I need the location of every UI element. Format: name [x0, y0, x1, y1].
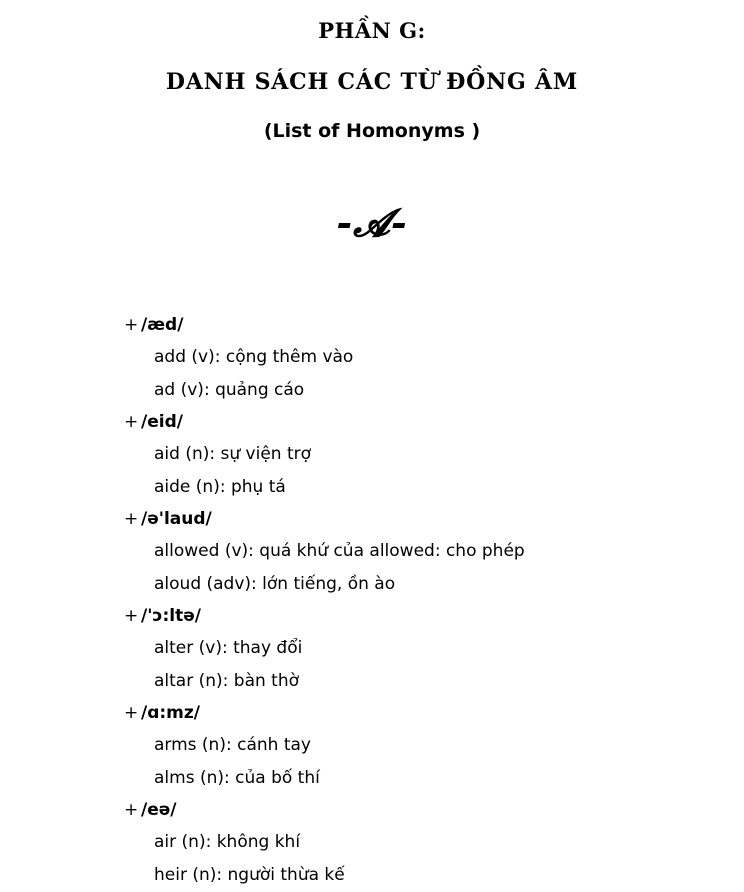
- bullet-marker: +: [124, 315, 139, 336]
- document-header: [0, 0, 744, 142]
- entry-sense: air (n): không khí: [154, 832, 301, 853]
- entry-phonetic: [124, 504, 714, 535]
- phonetic-text: /'ɔ:ltə/: [141, 606, 201, 627]
- phonetic-text: /eə/: [141, 800, 177, 821]
- entry-phonetic: [124, 795, 714, 826]
- phonetic-text: /æd/: [141, 315, 184, 336]
- bullet-marker: +: [124, 703, 139, 724]
- homonym-entry: [124, 504, 714, 601]
- entry-phonetic: [124, 310, 714, 341]
- bullet-marker: +: [124, 509, 139, 530]
- page-subtitle: (List of Homonyms ): [263, 119, 481, 142]
- entry-sense: add (v): cộng thêm vào: [154, 347, 354, 368]
- entry-sense: alms (n): của bố thí: [154, 768, 320, 789]
- entry-sense: alter (v): thay đổi: [154, 638, 303, 659]
- bullet-marker: +: [124, 800, 139, 821]
- homonym-entry: [124, 407, 714, 504]
- homonym-entry: [124, 698, 714, 795]
- entry-sense: aloud (adv): lớn tiếng, ồn ào: [154, 574, 396, 595]
- page-title-part: PHẦN G:: [318, 18, 426, 43]
- entry-sense: ad (v): quảng cáo: [154, 380, 305, 401]
- entry-sense: heir (n): người thừa kế: [154, 865, 345, 886]
- entry-sense: allowed (v): quá khứ của allowed: cho phép: [154, 541, 525, 562]
- homonym-entry: [124, 601, 714, 698]
- page-title-main: DANH SÁCH CÁC TỪ ĐỒNG ÂM: [165, 69, 579, 96]
- entry-phonetic: [124, 698, 714, 729]
- entry-sense: arms (n): cánh tay: [154, 735, 311, 756]
- section-letter-heading: -𝓐-: [336, 200, 408, 246]
- bullet-marker: +: [124, 412, 139, 433]
- entry-sense: altar (n): bàn thờ: [154, 671, 300, 692]
- bullet-marker: +: [124, 606, 139, 627]
- phonetic-text: /ə'laud/: [141, 509, 212, 530]
- homonym-entry: [124, 795, 714, 892]
- phonetic-text: /eid/: [141, 412, 183, 433]
- entry-phonetic: [124, 407, 714, 438]
- entry-sense: aid (n): sự viện trợ: [154, 444, 312, 465]
- entry-sense: aide (n): phụ tá: [154, 477, 286, 498]
- homonym-entry-list: [0, 310, 744, 892]
- phonetic-text: /ɑ:mz/: [141, 703, 200, 724]
- homonym-entry: [124, 310, 714, 407]
- entry-phonetic: [124, 601, 714, 632]
